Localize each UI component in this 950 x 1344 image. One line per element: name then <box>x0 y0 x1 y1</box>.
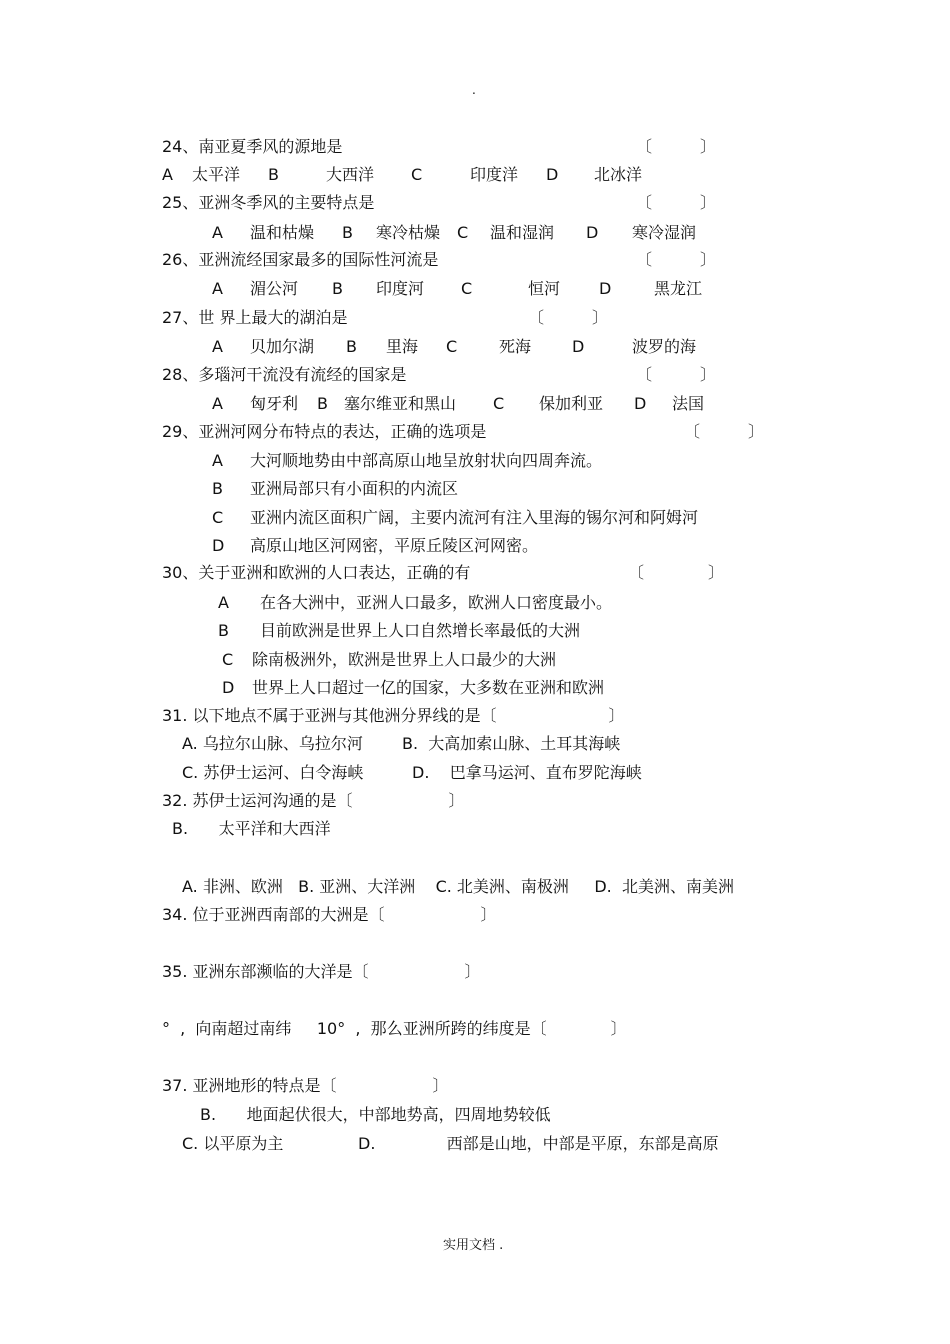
q29-opt-b: 亚洲局部只有小面积的内流区 <box>250 479 459 498</box>
q29-opt-d: 高原山地区河网密，平原丘陵区河网密。 <box>250 536 539 555</box>
q25-opt-d: 寒冷湿润 <box>632 223 697 242</box>
q28-opt-c: 保加利亚 <box>539 394 604 413</box>
q30-opt-c-key: C <box>222 650 234 669</box>
q28-bracket: 〔 〕 <box>636 365 717 384</box>
q30-bracket: 〔 〕 <box>628 563 725 582</box>
q29-opt-a-key: A <box>212 451 223 470</box>
q29-opt-b-key: B <box>212 479 223 498</box>
q31-opt-a: A. 乌拉尔山脉、乌拉尔河 <box>182 734 363 753</box>
q26-opt-d-key: D <box>599 279 612 298</box>
q27-opt-d: 波罗的海 <box>632 337 697 356</box>
q29-opt-c: 亚洲内流区面积广阔，主要内流河有注入里海的锡尔河和阿姆河 <box>250 508 699 527</box>
q24-opt-c-key: C <box>411 165 423 184</box>
q24-opt-a: 太平洋 <box>192 165 241 184</box>
q37-opt-d: D. 西部是山地，中部是平原，东部是高原 <box>358 1134 719 1153</box>
q25-opt-d-key: D <box>586 223 599 242</box>
q26-opt-a-key: A <box>212 279 223 298</box>
q29-opt-a: 大河顺地势由中部高原山地呈放射状向四周奔流。 <box>250 451 603 470</box>
q32-opt-b: B. 太平洋和大西洋 <box>172 819 331 838</box>
q30-opt-d-key: D <box>222 678 235 697</box>
q27-bracket: 〔 〕 <box>528 308 609 327</box>
q27-opt-b: 里海 <box>386 337 419 356</box>
q28-stem: 28、多瑙河干流没有流经的国家是 <box>162 365 407 384</box>
q29-opt-d-key: D <box>212 536 225 555</box>
q29-opt-c-key: C <box>212 508 224 527</box>
q24-opt-d: 北冰洋 <box>594 165 643 184</box>
header-mark: . <box>472 83 476 97</box>
q30-stem: 30、关于亚洲和欧洲的人口表达，正确的有 <box>162 563 471 582</box>
q26-bracket: 〔 〕 <box>636 250 717 269</box>
q30-opt-d: 世界上人口超过一亿的国家，大多数在亚洲和欧洲 <box>252 678 605 697</box>
q27-opt-c: 死海 <box>499 337 532 356</box>
q25-opt-b: 寒冷枯燥 <box>376 223 441 242</box>
q24-bracket: 〔 〕 <box>636 137 717 156</box>
q24-opt-a-key: A <box>162 165 173 184</box>
q27-opt-d-key: D <box>572 337 585 356</box>
q37-opt-b: B. 地面起伏很大，中部地势高，四周地势较低 <box>200 1105 551 1124</box>
q27-opt-c-key: C <box>446 337 458 356</box>
q29-stem: 29、亚洲河网分布特点的表达，正确的选项是 <box>162 422 487 441</box>
q30-opt-a: 在各大洲中，亚洲人口最多，欧洲人口密度最小。 <box>260 593 613 612</box>
q27-opt-a: 贝加尔湖 <box>250 337 315 356</box>
q28-opt-b: 塞尔维亚和黑山 <box>344 394 457 413</box>
q27-opt-b-key: B <box>346 337 357 356</box>
page-footer: 实用文档 . <box>443 1238 504 1253</box>
q30-opt-a-key: A <box>218 593 229 612</box>
q28-opt-c-key: C <box>493 394 505 413</box>
q37-stem: 37. 亚洲地形的特点是〔 〕 <box>162 1076 449 1095</box>
q35-stem: 35. 亚洲东部濒临的大洋是〔 〕 <box>162 962 481 981</box>
q24-opt-c: 印度洋 <box>470 165 519 184</box>
q26-opt-d: 黑龙江 <box>654 279 703 298</box>
q26-opt-b: 印度河 <box>376 279 425 298</box>
q26-opt-c: 恒河 <box>528 279 561 298</box>
q30-opt-c: 除南极洲外，欧洲是世界上人口最少的大洲 <box>252 650 557 669</box>
q28-opt-b-key: B <box>317 394 328 413</box>
q25-opt-c-key: C <box>457 223 469 242</box>
q28-opt-a-key: A <box>212 394 223 413</box>
q30-opt-b: 目前欧洲是世界上人口自然增长率最低的大洲 <box>260 621 581 640</box>
q28-opt-d-key: D <box>634 394 647 413</box>
q25-opt-a-key: A <box>212 223 223 242</box>
q24-opt-b: 大西洋 <box>326 165 375 184</box>
q26-opt-a: 湄公河 <box>250 279 299 298</box>
q37-opt-c: C. 以平原为主 <box>182 1134 284 1153</box>
q28-opt-d: 法国 <box>672 394 705 413</box>
q31-stem: 31. 以下地点不属于亚洲与其他洲分界线的是〔 〕 <box>162 706 625 725</box>
q25-opt-a: 温和枯燥 <box>250 223 315 242</box>
q25-opt-c: 温和湿润 <box>490 223 555 242</box>
q28-opt-a: 匈牙利 <box>250 394 299 413</box>
q31-opt-c: C. 苏伊士运河、白令海峡 <box>182 763 364 782</box>
q25-bracket: 〔 〕 <box>636 193 717 212</box>
q27-opt-a-key: A <box>212 337 223 356</box>
q26-opt-c-key: C <box>461 279 473 298</box>
q32-stem: 32. 苏伊士运河沟通的是〔 〕 <box>162 791 465 810</box>
q30-opt-b-key: B <box>218 621 229 640</box>
q25-stem: 25、亚洲冬季风的主要特点是 <box>162 193 375 212</box>
q26-opt-b-key: B <box>332 279 343 298</box>
q36-fragment: ° , 向南超过南纬 10° , 那么亚洲所跨的纬度是〔 〕 <box>162 1019 627 1038</box>
q29-bracket: 〔 〕 <box>684 422 765 441</box>
q25-opt-b-key: B <box>342 223 353 242</box>
q33-options: A. 非洲、欧洲 B. 亚洲、大洋洲 C. 北美洲、南极洲 D. 北美洲、南美洲 <box>182 877 734 896</box>
q31-opt-b: B. 大高加索山脉、土耳其海峡 <box>402 734 621 753</box>
q24-stem: 24、南亚夏季风的源地是 <box>162 137 343 156</box>
q24-opt-d-key: D <box>546 165 559 184</box>
q24-opt-b-key: B <box>268 165 279 184</box>
q27-stem: 27、世 界上最大的湖泊是 <box>162 308 348 327</box>
q31-opt-d: D. 巴拿马运河、直布罗陀海峡 <box>412 763 642 782</box>
q34-stem: 34. 位于亚洲西南部的大洲是〔 〕 <box>162 905 497 924</box>
q26-stem: 26、亚洲流经国家最多的国际性河流是 <box>162 250 439 269</box>
